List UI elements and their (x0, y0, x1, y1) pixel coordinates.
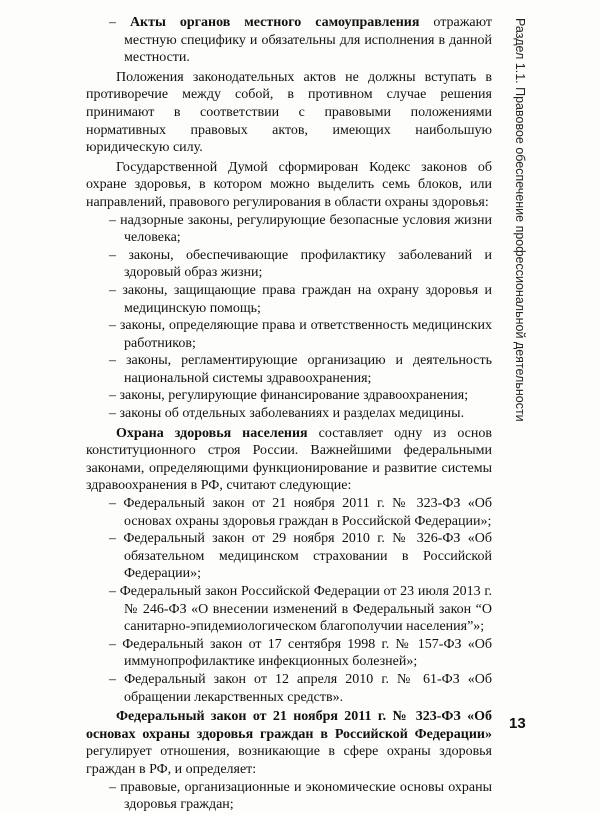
dash-marker: – (109, 531, 116, 547)
dash-marker: – (109, 496, 116, 512)
law-blocks-list (86, 212, 492, 423)
running-header: Раздел 1.1. Правовое обеспечение профессиональной деятельности (513, 18, 527, 422)
page-number: 13 (509, 715, 526, 732)
health-protection-paragraph (86, 425, 492, 495)
list-item-text: Федеральный закон от 29 ноября 2010 г. № 326-ФЗ «Об обязательном медицинском страховании в Российской Федерации»; (123, 531, 492, 582)
list-item (86, 282, 492, 317)
dash-marker: – (109, 353, 116, 369)
list-item (86, 405, 492, 423)
dash-marker: – (109, 636, 116, 652)
page-body (86, 14, 492, 814)
list-item-text: законы, обеспечивающие профилактику заболеваний и здоровый образ жизни; (124, 247, 492, 281)
dash-marker: – (109, 406, 116, 422)
health-protection-term: Охрана здоровья населения (116, 425, 308, 441)
list-item (86, 671, 492, 706)
dash-marker: – (109, 388, 116, 404)
law-323-text: регулирует отношения, возникающие в сфере охраны здоровья граждан в РФ, и определяет: (86, 744, 492, 777)
code-of-laws-paragraph: Государственной Думой сформирован Кодекс законов об охране здоровья, в котором можно выделить семь блоков, или направлений, правового регулирования в области охраны здоровья: (86, 159, 492, 210)
list-item (86, 636, 492, 671)
list-item (86, 212, 492, 247)
list-item-text: законы, регламентирующие организацию и деятельность национальной системы здравоохранения; (124, 353, 493, 386)
law-323-defines-list (86, 779, 492, 814)
list-item (86, 779, 492, 814)
dash-marker: – (109, 671, 116, 687)
list-item-text: Федеральный закон от 17 сентября 1998 г. № 157-ФЗ «Об иммунопрофилактике инфекционных болезней»; (122, 636, 492, 670)
dash-marker: – (109, 212, 116, 228)
dash-marker: – (109, 247, 116, 263)
dash-marker: – (109, 282, 116, 298)
list-item-text: законы, регулирующие финансирование здравоохранения; (119, 388, 469, 404)
list-item (86, 495, 492, 530)
contradiction-paragraph: Положения законодательных актов не должны вступать в противоречие между собой, в противном случае решения принимают в соответствии с правовыми положениями нормативных правовых актов, имеющих наибольшую юридическую силу. (86, 69, 492, 156)
local-acts-paragraph (86, 14, 492, 67)
list-item-text: надзорные законы, регулирующие безопасные условия жизни человека; (120, 212, 493, 246)
dash-marker: – (109, 15, 116, 30)
list-item-text: Федеральный закон от 12 апреля 2010 г. № 61-ФЗ «Об обращении лекарственных средств». (124, 671, 493, 705)
federal-laws-list (86, 495, 492, 706)
list-item (86, 530, 492, 583)
law-323-title: Федеральный закон от 21 ноября 2011 г. № 323-ФЗ «Об основах охраны здоровья граждан в Российской Федерации» (86, 709, 492, 742)
list-item (86, 247, 492, 282)
list-item-text: Федеральный закон от 21 ноября 2011 г. № 323-ФЗ «Об основах охраны здоровья граждан в Российской Федерации»; (123, 496, 493, 529)
list-item-text: законы, защищающие права граждан на охрану здоровья и медицинскую помощь; (122, 282, 492, 316)
list-item (86, 317, 492, 352)
list-item-text: законы, определяющие права и ответственность медицинских работников; (119, 318, 492, 351)
dash-marker: – (109, 584, 116, 599)
law-323-paragraph (86, 708, 492, 778)
list-item (86, 387, 492, 405)
local-acts-term: Акты органов местного самоуправления (129, 15, 420, 30)
local-acts-text: отражают местную специфику и обязательны для исполнения в данной местности. (124, 15, 492, 66)
list-item (86, 583, 492, 636)
list-item-text: законы об отдельных заболеваниях и разделах медицины. (119, 406, 465, 422)
health-protection-text: составляет одну из основ конституционного строя России. Важнейшими федеральными законами, определяющими функционирование и развитие системы здравоохранения в РФ, считают следующие: (86, 425, 492, 494)
list-item-text: правовые, организационные и экономические основы охраны здоровья граждан; (120, 779, 493, 813)
dash-marker: – (109, 318, 116, 334)
dash-marker: – (109, 779, 116, 795)
list-item (86, 352, 492, 387)
list-item-text: Федеральный закон Российской Федерации от 23 июля 2013 г. № 246-ФЗ «О внесении изменений в Федеральный закон “О санитарно-эпидемиологическом благополучии населения”»; (119, 584, 493, 635)
